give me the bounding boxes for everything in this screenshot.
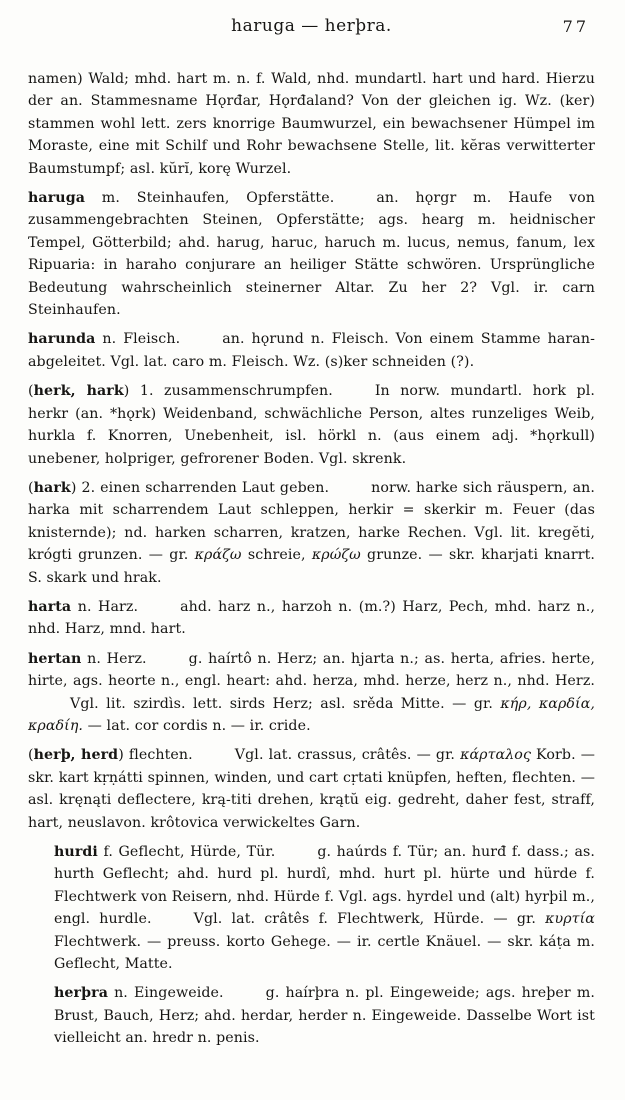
text-run: Korb. — skr. kart kṛṇátti spinnen, winden, und cart cṛtati knüpfen, heften, flechten. — asl. kręnąti deflectere, krą-titi drehen, krątŭ eig. gedreht, daher fest, straff, hart, neuslavon. krôtovica verwickeltes Garn.	[28, 747, 595, 831]
greek-text-run: κράζω	[194, 547, 242, 564]
text-run: namen) Wald; mhd. hart m. n. f. Wald, nhd. mundartl. hart und hard. Hierzu der an. Stammesname Hǫrđar, Hǫrđaland? Von der gleichen ig. Wz. (ker) stammen wohl lett. zers knorrige Baumwurzel, ein bewachsener Hümpel im Moraste, eine mit Schilf und Rohr bewachsene Stelle, lit. kĕras verwitterter Baumstumpf; asl. kŭrĭ, korę Wurzel.	[28, 71, 595, 177]
dictionary-entry	[28, 744, 595, 834]
text-run: Vgl. lit. szirdìs. lett. sirds Herz; asl. srěda Mitte. — gr.	[70, 695, 501, 712]
dictionary-entry	[28, 648, 595, 738]
text-run: n. Harz.	[71, 598, 139, 615]
greek-text-run: κρώζω	[311, 547, 361, 564]
dictionary-entry	[54, 982, 595, 1049]
running-head-title: haruga — herþra.	[231, 16, 392, 36]
entry-headword: hertan	[28, 650, 82, 667]
entry-headword: herk, hark	[33, 383, 124, 400]
text-run: an. hǫrgr m. Haufe von zusammengebrachten Steinen, Opferstätte; ags. hearg m. heidnischer Tempel, Götterbild; ahd. harug, haruc, haruch m. lucus, nemus, fanum, lex Ripuaria: in haraho conjurare an heiliger Stätte schwören. Ursprüngliche Bedeutung wahrscheinlich steinerner Altar. Zu her 2? Vgl. ir. carn Steinhaufen.	[28, 190, 595, 319]
greek-text-run: κήρ, καρδία, κραδίη.	[28, 695, 595, 734]
text-run: m. Steinhaufen, Opferstätte.	[85, 190, 335, 207]
entry-headword: hurdi	[54, 844, 98, 860]
page-body	[28, 68, 595, 1050]
text-run: In norw. mundartl. hork pl. herkr (an. *hǫrk) Weidenband, schwächliche Person, altes runzeliges Weib, hurkla f. Knorren, Unebenheit, isl. hörkl n. (aus einem adj. *hǫrkull) unebener, holpriger, gefrorener Boden. Vgl. skrenk.	[28, 383, 595, 467]
text-run: an. hǫrund n. Fleisch. Von einem Stamme haran- abgeleitet. Vgl. lat. caro m. Fleisch. Wz. (s)ker schneiden (?).	[28, 331, 595, 370]
text-run: n. Eingeweide.	[108, 985, 224, 1002]
text-run: (	[28, 747, 34, 764]
text-run: Vgl. lat. crâtês f. Flechtwerk, Hürde. — gr.	[193, 911, 546, 928]
page-number: 77	[562, 17, 589, 36]
dictionary-entry	[28, 477, 595, 589]
entry-headword: herþra	[54, 985, 109, 1002]
dictionary-entry	[28, 68, 595, 180]
entry-headword: herþ, herd	[33, 747, 119, 764]
text-run: f. Geflecht, Hürde, Tür.	[97, 844, 276, 860]
text-run: schreie,	[241, 547, 312, 564]
text-run: (	[28, 479, 34, 496]
text-run: ahd. harz n., harzoh n. (m.?) Harz, Pech, mhd. harz n., nhd. Harz, mnd. hart.	[28, 598, 595, 638]
page-header	[28, 16, 595, 46]
text-run: ) flechten.	[118, 747, 193, 764]
entry-headword: hark	[33, 479, 71, 496]
text-run: g. haírtô n. Herz; an. hjarta n.; as. herta, afries. herte, hirte, ags. heorte n., engl. heart: ahd. herza, mhd. herze, herz n., nhd. Herz.	[28, 650, 595, 690]
text-run: grunze. — skr. kharjati knarrt. S. skark und hrak.	[28, 547, 596, 586]
dictionary-entry	[54, 841, 595, 975]
dictionary-entry	[28, 380, 595, 470]
dictionary-entry	[28, 328, 595, 373]
text-run: n. Fleisch.	[95, 331, 181, 348]
entry-headword: haruga	[28, 190, 86, 207]
greek-text-run: κυρτία	[545, 911, 595, 928]
greek-text-run: κάρταλος	[460, 747, 531, 764]
text-run: (	[28, 383, 34, 400]
entry-headword: harta	[28, 598, 72, 615]
text-run: norw. harke sich räuspern, an. harka mit scharrendem Laut schleppen, herkir = skerkir m. Feuer (das knisternde); nd. harken scharren, kratzen, harke Rechen. Vgl. lit. kregĕti, krógti grunzen. — gr.	[28, 479, 595, 564]
text-run: ) 1. zusammenschrumpfen.	[123, 383, 333, 400]
text-run: g. haúrds f. Tür; an. hurđ f. dass.; as. hurth Geflecht; ahd. hurd pl. hurdî, mhd. hurt pl. hürte und hürde f. Flechtwerk von Reisern, nhd. Hürde f. Vgl. ags. hyrdel und (alt) hyrþil m., engl. hurdle.	[54, 844, 595, 928]
text-run: ) 2. einen scharrenden Laut geben.	[70, 479, 330, 496]
text-run: Vgl. lat. crassus, crâtês. — gr.	[234, 747, 461, 764]
text-run: n. Herz.	[81, 650, 147, 667]
text-run: — lat. cor cordis n. — ir. cride.	[83, 717, 311, 734]
text-run: g. haírþra n. pl. Eingeweide; ags. hreþer m. Brust, Bauch, Herz; ahd. herdar, herder n. Eingeweide. Dasselbe Wort ist vielleicht an. hredr n. penis.	[54, 985, 595, 1047]
dictionary-entry	[28, 596, 595, 641]
entry-headword: harunda	[28, 331, 96, 348]
text-run: Flechtwerk. — preuss. korto Gehege. — ir. certle Knäuel. — skr. káṭa m. Geflecht, Matte.	[54, 933, 595, 973]
dictionary-entry	[28, 187, 595, 321]
